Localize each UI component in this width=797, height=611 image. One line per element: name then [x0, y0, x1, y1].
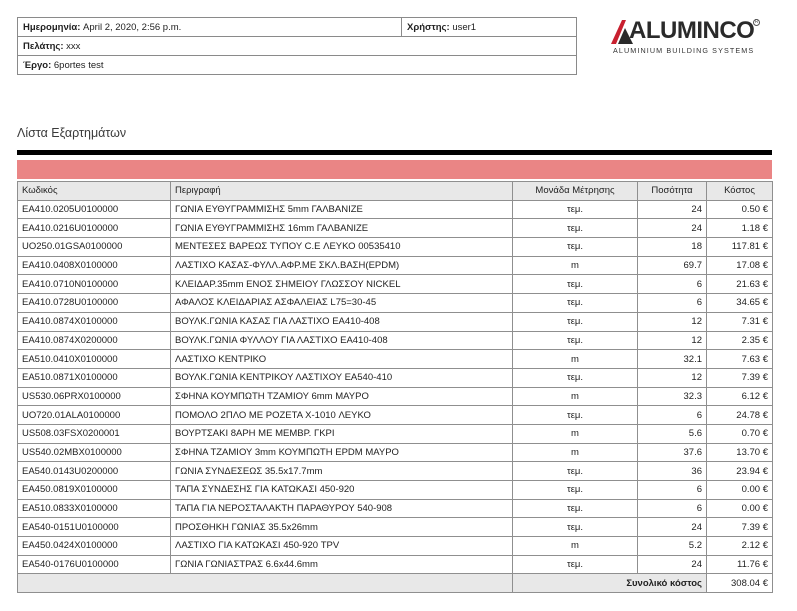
- table-row: [18, 331, 773, 350]
- cell-description: ΛΑΣΤΙΧΟ ΓΙΑ ΚΑΤΩΚΑΣΙ 450-920 TPV: [171, 537, 513, 556]
- logo-wordmark: ALUMINCO: [629, 17, 755, 44]
- cell-quantity: 24: [638, 518, 707, 537]
- total-value: 308.04 €: [707, 574, 773, 593]
- cell-code: EA410.0874X0100000: [18, 312, 171, 331]
- cell-quantity: 6: [638, 294, 707, 313]
- cell-quantity: 6: [638, 406, 707, 425]
- cell-description: ΠΡΟΣΘΗΚΗ ΓΩΝΙΑΣ 35.5x26mm: [171, 518, 513, 537]
- table-row: [18, 387, 773, 406]
- total-label: Συνολικό κόστος: [513, 574, 707, 593]
- cell-cost: 21.63 €: [707, 275, 773, 294]
- table-row: [18, 350, 773, 369]
- cell-code: EA510.0833X0100000: [18, 499, 171, 518]
- cell-code: US508.03FSX0200001: [18, 424, 171, 443]
- table-row: [18, 368, 773, 387]
- cell-unit: τεμ.: [513, 368, 638, 387]
- cell-quantity: 12: [638, 331, 707, 350]
- cell-code: EA540-0176U0100000: [18, 555, 171, 574]
- divider-rule: [17, 150, 772, 155]
- cell-unit: τεμ.: [513, 499, 638, 518]
- total-spacer: [18, 574, 513, 593]
- page-title: Λίστα Εξαρτημάτων: [17, 126, 127, 140]
- registered-mark-icon: R: [754, 19, 759, 25]
- table-row: [18, 200, 773, 219]
- cell-description: ΚΛΕΙΔΑΡ.35mm ΕΝΟΣ ΣΗΜΕΙΟΥ ΓΛΩΣΣΟΥ NICKEL: [171, 275, 513, 294]
- table-row: [18, 406, 773, 425]
- cell-unit: τεμ.: [513, 200, 638, 219]
- cell-code: EA410.0205U0100000: [18, 200, 171, 219]
- column-header-code: Κωδικός: [18, 182, 171, 201]
- cell-unit: m: [513, 443, 638, 462]
- cell-cost: 2.35 €: [707, 331, 773, 350]
- cell-quantity: 24: [638, 219, 707, 238]
- cell-code: EA450.0424X0100000: [18, 537, 171, 556]
- cell-description: ΜΕΝΤΕΣΕΣ ΒΑΡΕΩΣ ΤΥΠΟΥ C.E ΛΕΥΚΟ 00535410: [171, 238, 513, 257]
- cell-description: ΓΩΝΙΑ ΕΥΘΥΓΡΑΜΜΙΣΗΣ 16mm ΓΑΛΒΑΝΙΖΕ: [171, 219, 513, 238]
- table-row: [18, 294, 773, 313]
- table-row: [18, 443, 773, 462]
- cell-cost: 7.39 €: [707, 368, 773, 387]
- table-row: [18, 462, 773, 481]
- cell-description: ΤΑΠΑ ΣΥΝΔΕΣΗΣ ΓΙΑ ΚΑΤΩΚΑΣΙ 450-920: [171, 481, 513, 500]
- date-label: Ημερομηνία:: [23, 21, 81, 33]
- cell-cost: 7.39 €: [707, 518, 773, 537]
- cell-code: EA410.0710N0100000: [18, 275, 171, 294]
- cell-unit: m: [513, 256, 638, 275]
- table-row: [18, 481, 773, 500]
- logo-tagline: ALUMINIUM BUILDING SYSTEMS: [613, 46, 755, 55]
- cell-code: EA540-0151U0100000: [18, 518, 171, 537]
- cell-quantity: 37.6: [638, 443, 707, 462]
- cell-cost: 117.81 €: [707, 238, 773, 257]
- cell-unit: τεμ.: [513, 294, 638, 313]
- cell-unit: τεμ.: [513, 406, 638, 425]
- customer-value: xxx: [66, 40, 81, 52]
- cell-cost: 0.50 €: [707, 200, 773, 219]
- table-row: [18, 499, 773, 518]
- cell-cost: 6.12 €: [707, 387, 773, 406]
- cell-unit: τεμ.: [513, 238, 638, 257]
- cell-description: ΣΦΗΝΑ ΚΟΥΜΠΩΤΗ ΤΖΑΜΙΟΥ 6mm ΜΑΥΡΟ: [171, 387, 513, 406]
- table-row: [18, 238, 773, 257]
- cell-code: EA450.0819X0100000: [18, 481, 171, 500]
- info-row-customer: [18, 37, 577, 56]
- cell-cost: 1.18 €: [707, 219, 773, 238]
- cell-description: ΒΟΥΡΤΣΑΚΙ 8ΑΡΗ ΜΕ ΜΕΜΒΡ. ΓΚΡΙ: [171, 424, 513, 443]
- cell-unit: τεμ.: [513, 312, 638, 331]
- cell-code: UO250.01GSA0100000: [18, 238, 171, 257]
- customer-label: Πελάτης:: [23, 40, 64, 52]
- cell-description: ΒΟΥΛΚ.ΓΩΝΙΑ ΚΑΣΑΣ ΓΙΑ ΛΑΣΤΙΧΟ EA410-408: [171, 312, 513, 331]
- table-body: [18, 200, 773, 574]
- document-info-table: [17, 17, 577, 75]
- cell-description: ΛΑΣΤΙΧΟ ΚΑΣΑΣ-ΦΥΛΛ.ΑΦΡ.ΜΕ ΣΚΛ.ΒΑΣΗ(EPDM): [171, 256, 513, 275]
- cell-unit: m: [513, 387, 638, 406]
- total-row: [18, 574, 773, 593]
- cell-code: EA410.0728U0100000: [18, 294, 171, 313]
- cell-quantity: 12: [638, 368, 707, 387]
- table-row: [18, 537, 773, 556]
- cell-unit: τεμ.: [513, 275, 638, 294]
- cell-description: ΒΟΥΛΚ.ΓΩΝΙΑ ΦΥΛΛΟΥ ΓΙΑ ΛΑΣΤΙΧΟ EA410-408: [171, 331, 513, 350]
- cell-cost: 17.08 €: [707, 256, 773, 275]
- cell-code: EA410.0874X0200000: [18, 331, 171, 350]
- column-header-quantity: Ποσότητα: [638, 182, 707, 201]
- cell-code: EA510.0871X0100000: [18, 368, 171, 387]
- cell-description: ΠΟΜΟΛΟ 2ΠΛΟ ΜΕ ΡΟΖΕΤΑ X-1010 ΛΕΥΚΟ: [171, 406, 513, 425]
- cell-code: US540.02MBX0100000: [18, 443, 171, 462]
- column-header-cost: Κόστος: [707, 182, 773, 201]
- project-value: 6portes test: [53, 59, 104, 71]
- info-row-project: [18, 56, 577, 75]
- table-row: [18, 275, 773, 294]
- date-value: April 2, 2020, 2:56 p.m.: [83, 21, 182, 33]
- company-logo: [611, 17, 761, 65]
- project-cell: [18, 56, 577, 75]
- cell-code: EA410.0408X0100000: [18, 256, 171, 275]
- cell-unit: τεμ.: [513, 462, 638, 481]
- cell-quantity: 24: [638, 200, 707, 219]
- table-row: [18, 555, 773, 574]
- user-cell: [402, 18, 577, 37]
- cell-cost: 2.12 €: [707, 537, 773, 556]
- cell-description: ΓΩΝΙΑ ΕΥΘΥΓΡΑΜΜΙΣΗΣ 5mm ΓΑΛΒΑΝΙΖΕ: [171, 200, 513, 219]
- cell-cost: 11.76 €: [707, 555, 773, 574]
- cell-cost: 13.70 €: [707, 443, 773, 462]
- table-row: [18, 219, 773, 238]
- date-cell: [18, 18, 402, 37]
- cell-code: EA540.0143U0200000: [18, 462, 171, 481]
- accent-band: [17, 160, 772, 179]
- cell-unit: m: [513, 424, 638, 443]
- cell-quantity: 6: [638, 481, 707, 500]
- customer-cell: [18, 37, 577, 56]
- cell-unit: m: [513, 350, 638, 369]
- cell-quantity: 6: [638, 275, 707, 294]
- cell-description: ΛΑΣΤΙΧΟ ΚΕΝΤΡΙΚΟ: [171, 350, 513, 369]
- cell-quantity: 12: [638, 312, 707, 331]
- cell-quantity: 5.6: [638, 424, 707, 443]
- cell-quantity: 18: [638, 238, 707, 257]
- table-row: [18, 424, 773, 443]
- cell-unit: τεμ.: [513, 219, 638, 238]
- cell-unit: τεμ.: [513, 481, 638, 500]
- components-table: [17, 181, 773, 593]
- cell-unit: τεμ.: [513, 331, 638, 350]
- cell-quantity: 24: [638, 555, 707, 574]
- user-value: user1: [452, 21, 477, 33]
- cell-description: ΤΑΠΑ ΓΙΑ ΝΕΡΟΣΤΑΛΑΚΤΗ ΠΑΡΑΘΥΡΟΥ 540-908: [171, 499, 513, 518]
- cell-unit: τεμ.: [513, 518, 638, 537]
- project-label: Έργο:: [23, 59, 52, 71]
- cell-cost: 34.65 €: [707, 294, 773, 313]
- cell-cost: 24.78 €: [707, 406, 773, 425]
- cell-cost: 7.63 €: [707, 350, 773, 369]
- table-row: [18, 312, 773, 331]
- cell-code: EA410.0216U0100000: [18, 219, 171, 238]
- cell-cost: 0.00 €: [707, 481, 773, 500]
- info-row-date: [18, 18, 577, 37]
- cell-quantity: 6: [638, 499, 707, 518]
- cell-quantity: 69.7: [638, 256, 707, 275]
- cell-description: ΣΦΗΝΑ ΤΖΑΜΙΟΥ 3mm ΚΟΥΜΠΩΤΗ EPDM ΜΑΥΡΟ: [171, 443, 513, 462]
- cell-code: EA510.0410X0100000: [18, 350, 171, 369]
- cell-description: ΓΩΝΙΑ ΣΥΝΔΕΣΕΩΣ 35.5x17.7mm: [171, 462, 513, 481]
- cell-code: US530.06PRX0100000: [18, 387, 171, 406]
- cell-quantity: 36: [638, 462, 707, 481]
- user-label: Χρήστης:: [407, 21, 450, 33]
- cell-unit: m: [513, 537, 638, 556]
- cell-cost: 0.70 €: [707, 424, 773, 443]
- cell-description: ΓΩΝΙΑ ΓΩΝΙΑΣΤΡΑΣ 6.6x44.6mm: [171, 555, 513, 574]
- table-row: [18, 518, 773, 537]
- cell-quantity: 32.1: [638, 350, 707, 369]
- cell-quantity: 5.2: [638, 537, 707, 556]
- cell-code: UO720.01ALA0100000: [18, 406, 171, 425]
- cell-cost: 23.94 €: [707, 462, 773, 481]
- cell-cost: 7.31 €: [707, 312, 773, 331]
- cell-unit: τεμ.: [513, 555, 638, 574]
- column-header-unit: Μονάδα Μέτρησης: [513, 182, 638, 201]
- cell-description: ΑΦΑΛΟΣ ΚΛΕΙΔΑΡΙΑΣ ΑΣΦΑΛΕΙΑΣ L75=30-45: [171, 294, 513, 313]
- table-row: [18, 256, 773, 275]
- table-header-row: [18, 182, 773, 201]
- cell-description: ΒΟΥΛΚ.ΓΩΝΙΑ ΚΕΝΤΡΙΚΟΥ ΛΑΣΤΙΧΟΥ EA540-410: [171, 368, 513, 387]
- cell-quantity: 32.3: [638, 387, 707, 406]
- column-header-description: Περιγραφή: [171, 182, 513, 201]
- cell-cost: 0.00 €: [707, 499, 773, 518]
